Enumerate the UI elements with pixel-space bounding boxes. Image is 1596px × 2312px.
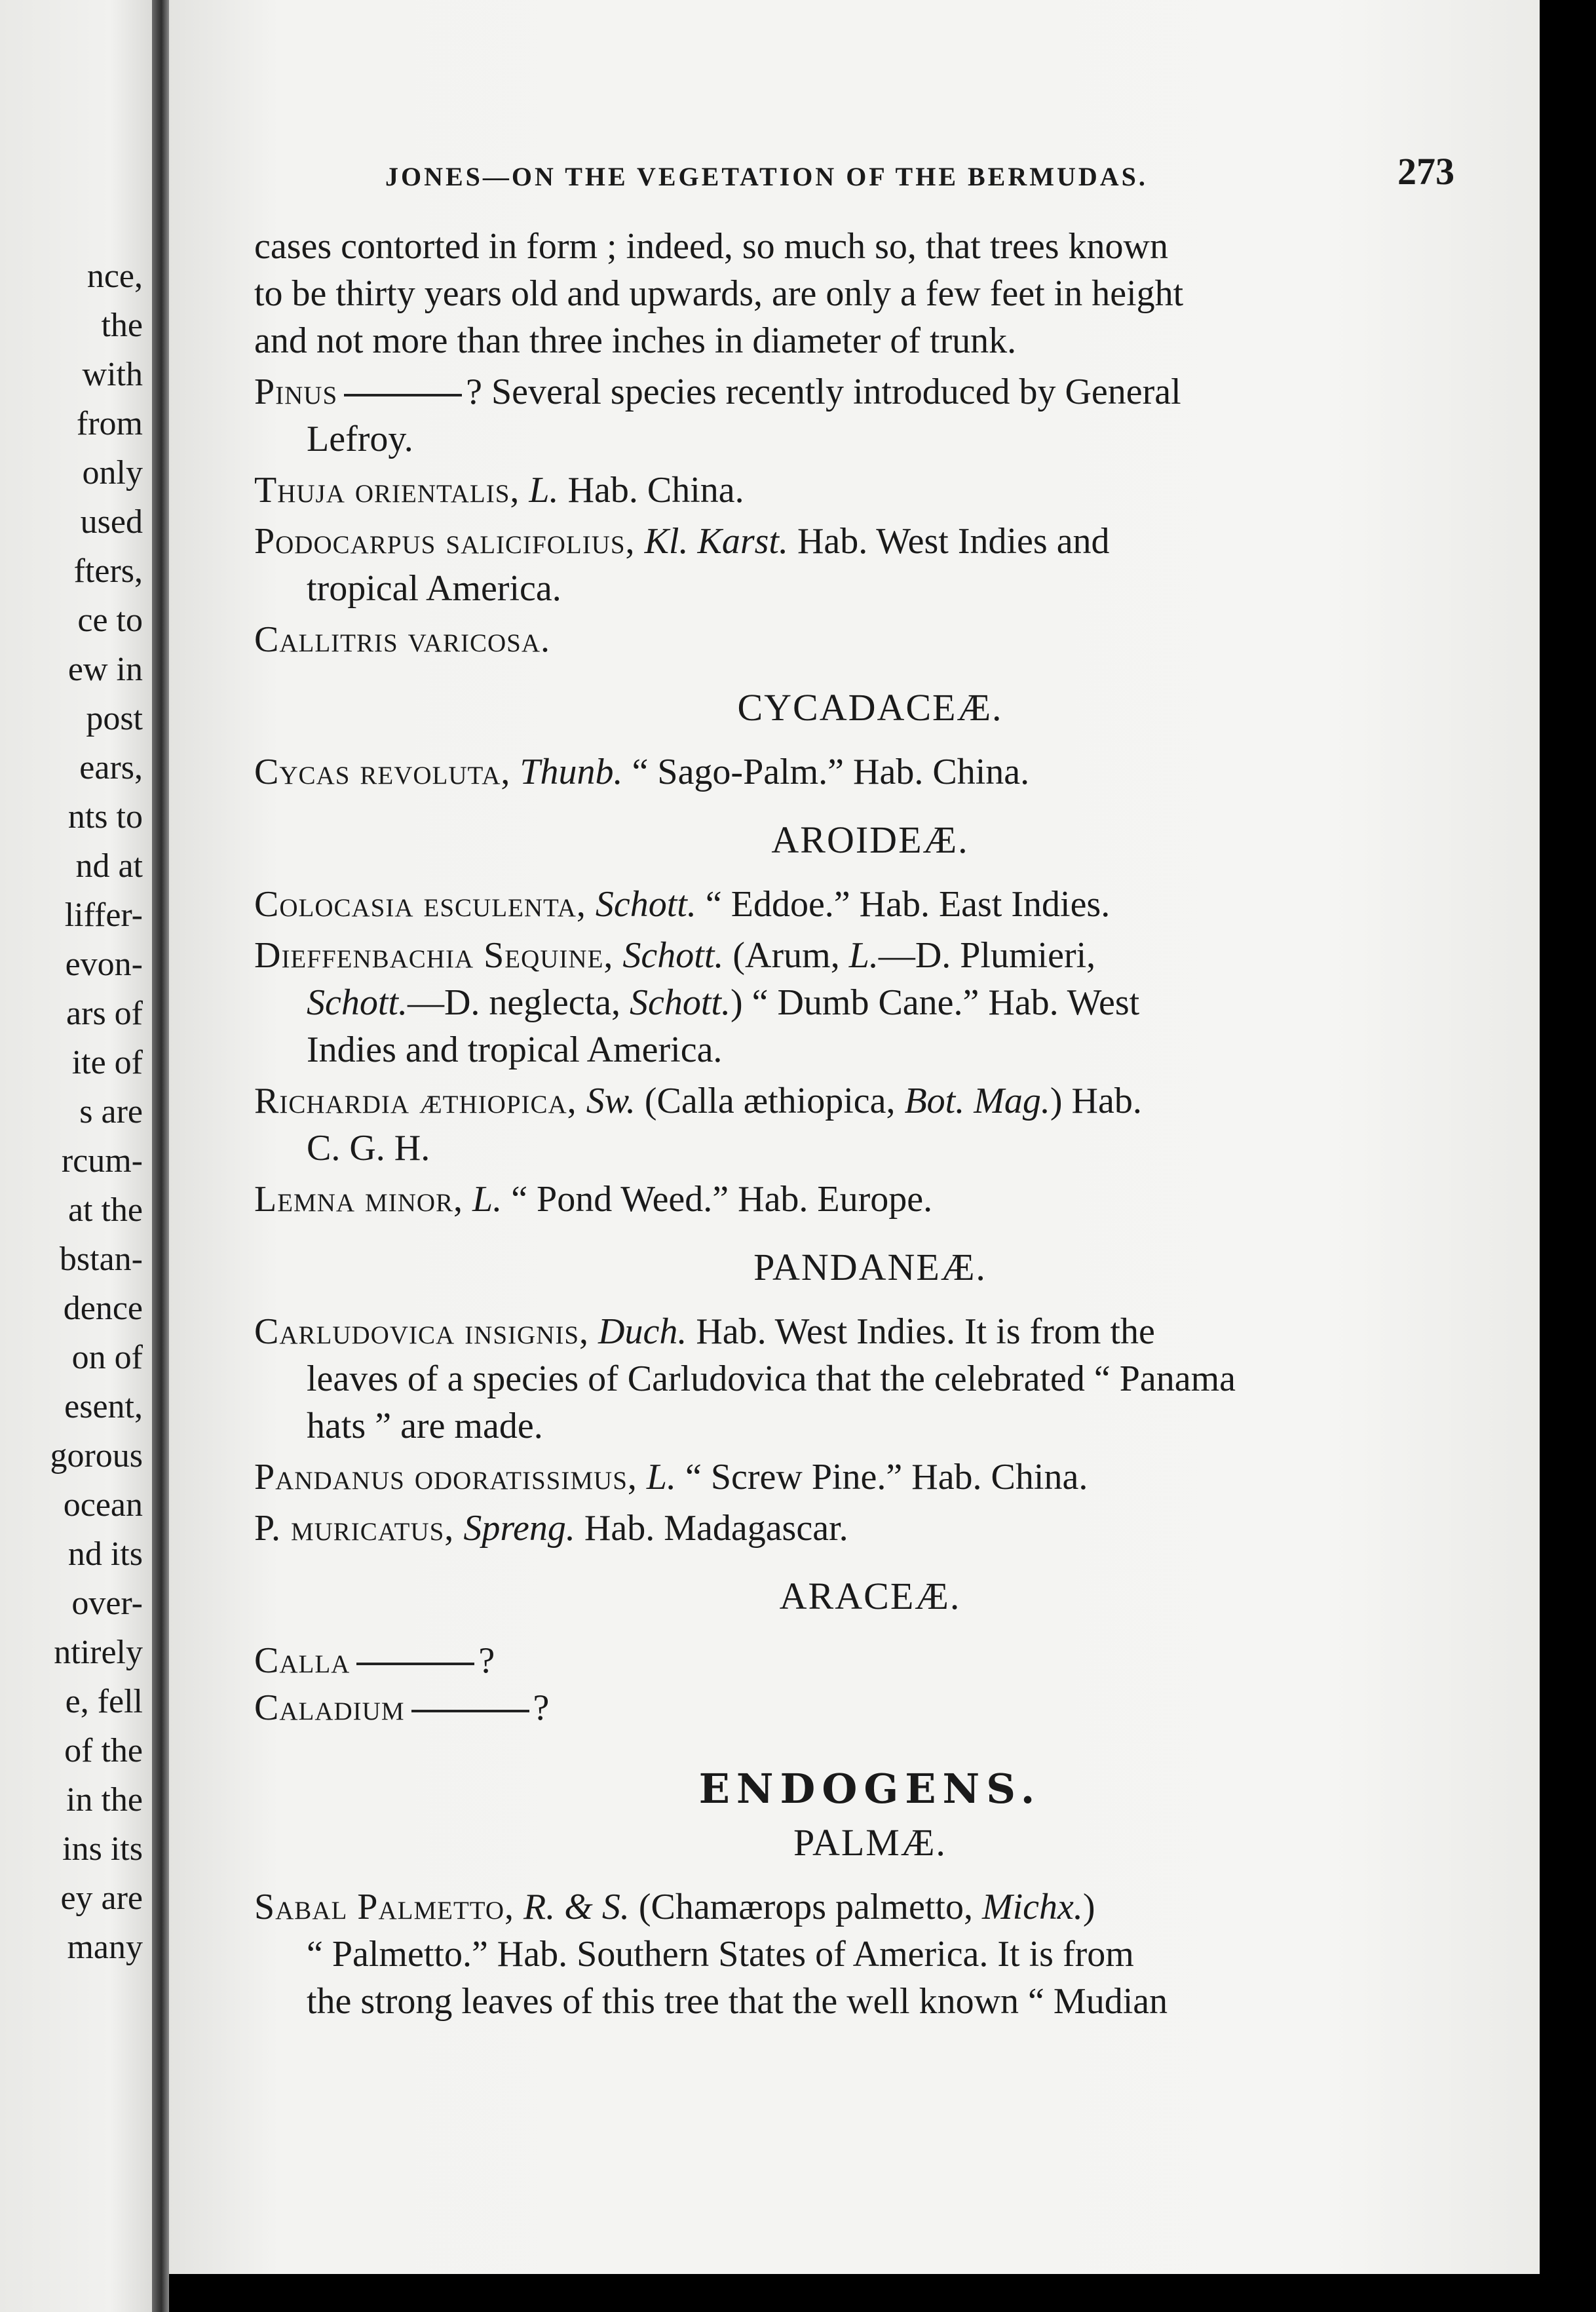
family-heading-aroideae: AROIDEÆ. <box>771 819 969 861</box>
authority: L. <box>529 470 559 511</box>
entry-cycas <box>254 748 1486 796</box>
left-page-fragment: esent, <box>64 1388 143 1425</box>
left-page-fragment: ocean <box>63 1486 143 1524</box>
left-page-fragment: nd its <box>67 1535 143 1573</box>
left-page-fragment: ey are <box>60 1879 143 1917</box>
left-page-fragment: at the <box>67 1191 143 1229</box>
entry-text: ) “ Dumb Cane.” Hab. West <box>730 982 1140 1023</box>
left-page-fragment: gorous <box>50 1437 143 1474</box>
entry-continuation: the strong leaves of this tree that the well known “ Mudian <box>307 1981 1168 2022</box>
authority: Schott. <box>307 982 408 1023</box>
left-page-fragment: liffer- <box>64 896 143 934</box>
species-name: P. muricatus, <box>254 1508 455 1549</box>
authority: Spreng. <box>463 1508 575 1549</box>
left-page-fragment: nts to <box>67 798 143 836</box>
family-heading-cycadaceae: CYCADACEÆ. <box>737 686 1003 729</box>
entry-pandanus <box>254 1454 1486 1501</box>
entry-continuation: tropical America. <box>307 568 561 609</box>
blank-rule <box>411 1710 529 1712</box>
entry-colocasia <box>254 881 1486 928</box>
left-page-fragment: in the <box>66 1781 143 1819</box>
species-name: Carludovica insignis, <box>254 1311 590 1352</box>
entry-caladium <box>254 1684 1486 1731</box>
entry-p-muricatus <box>254 1505 1486 1552</box>
species-name: Cycas revoluta, <box>254 752 511 792</box>
authority: Kl. Karst. <box>644 521 788 562</box>
left-page-fragment: ins its <box>62 1830 143 1868</box>
authority: Schott. <box>629 982 731 1023</box>
authority: L. <box>848 935 879 976</box>
authority: Bot. Mag. <box>904 1081 1050 1121</box>
entry-continuation: leaves of a species of Carludovica that the celebrated “ Panama <box>307 1358 1236 1399</box>
entry-text: “ Screw Pine.” Hab. China. <box>676 1457 1088 1497</box>
entry-carludovica <box>254 1308 1486 1450</box>
text-line: cases contorted in form ; indeed, so much so, that trees known <box>254 226 1168 267</box>
left-page-fragment: ce to <box>77 602 143 639</box>
entry-thuja <box>254 467 1486 514</box>
left-page <box>0 0 157 2312</box>
entry-callitris <box>254 616 1486 663</box>
authority: L. <box>472 1179 503 1220</box>
entry-continuation <box>254 979 1486 1026</box>
left-page-fragment: on of <box>71 1339 143 1376</box>
text-line: to be thirty years old and upwards, are only a few feet in height <box>254 273 1184 314</box>
page-number: 273 <box>1397 150 1454 193</box>
left-page-fragment: fters, <box>73 552 143 590</box>
left-page-fragment: only <box>82 454 143 491</box>
left-page-fragment: rcum- <box>61 1142 143 1180</box>
entry-text: —D. neglecta, <box>407 982 630 1023</box>
blank-rule <box>356 1663 474 1665</box>
book-gutter <box>152 0 169 2312</box>
entry-text: (Chamærops palmetto, <box>629 1887 982 1927</box>
page-bottom-shadow <box>169 2274 1540 2312</box>
entry-richardia <box>254 1077 1486 1172</box>
left-page-fragment: s are <box>79 1093 143 1130</box>
entry-text: Hab. Madagascar. <box>575 1508 848 1549</box>
page-header <box>385 149 1454 202</box>
authority: L. <box>646 1457 677 1497</box>
blank-rule <box>344 394 462 396</box>
entry-continuation: Lefroy. <box>307 419 413 459</box>
left-page-fragment: used <box>80 503 143 541</box>
page-edge-shadow <box>1540 0 1596 2312</box>
species-name: Calla <box>254 1640 351 1681</box>
entry-text: Hab. China. <box>558 470 744 511</box>
text-line: and not more than three inches in diameter of trunk. <box>254 320 1017 361</box>
entry-text: ? <box>478 1640 495 1681</box>
species-name: Sabal Palmetto, <box>254 1887 515 1927</box>
left-page-fragment: bstan- <box>59 1241 143 1278</box>
left-page-fragment: the <box>101 307 143 344</box>
family-heading-palmae: PALMÆ. <box>793 1821 947 1864</box>
left-page-fragment: ars of <box>66 995 143 1032</box>
left-page-fragment: e, fell <box>65 1683 143 1720</box>
left-page-fragment: nce, <box>86 258 143 295</box>
authority: Michx. <box>981 1887 1083 1927</box>
authority: Schott. <box>622 935 724 976</box>
species-name: Podocarpus salicifolius, <box>254 521 636 562</box>
left-page-fragment: ears, <box>79 749 143 786</box>
entry-text: ) Hab. <box>1050 1081 1142 1121</box>
authority: Sw. <box>586 1081 636 1121</box>
species-name: Pandanus odoratissimus, <box>254 1457 637 1497</box>
left-page-fragment: ite of <box>71 1044 143 1081</box>
page-body <box>254 223 1486 2029</box>
entry-text: (Arum, <box>723 935 849 976</box>
entry-text: “ Sago-Palm.” Hab. China. <box>622 752 1030 792</box>
entry-text: ) <box>1082 1887 1095 1927</box>
species-name: Thuja orientalis, <box>254 470 520 511</box>
class-heading-endogens: ENDOGENS. <box>698 1765 1042 1813</box>
species-name: Colocasia esculenta, <box>254 884 586 925</box>
left-page-fragment: dence <box>63 1290 143 1327</box>
left-page-fragment: with <box>82 356 143 393</box>
entry-continuation: Indies and tropical America. <box>307 1030 723 1070</box>
entry-text: “ Eddoe.” Hab. East Indies. <box>696 884 1111 925</box>
left-page-fragment: many <box>67 1929 143 1966</box>
entry-text: Hab. West Indies and <box>788 521 1110 562</box>
entry-text: “ Pond Weed.” Hab. Europe. <box>502 1179 933 1220</box>
running-head: JONES—ON THE VEGETATION OF THE BERMUDAS. <box>385 162 1148 191</box>
left-page-fragment: nd at <box>75 847 143 885</box>
family-heading-araceae: ARACEÆ. <box>779 1575 961 1617</box>
species-name: Caladium <box>254 1687 405 1728</box>
left-page-fragment: from <box>76 405 143 442</box>
authority: Thunb. <box>520 752 623 792</box>
entry-dieffenbachia <box>254 932 1486 1073</box>
entry-text: (Calla æthiopica, <box>635 1081 905 1121</box>
entry-calla <box>254 1637 1486 1684</box>
left-page-fragment: of the <box>64 1732 143 1769</box>
species-name: Pinus <box>254 372 338 412</box>
left-page-fragment: ntirely <box>54 1634 143 1671</box>
entry-continuation: C. G. H. <box>307 1128 430 1168</box>
left-page-fragment: post <box>86 700 143 737</box>
entry-continuation: “ Palmetto.” Hab. Southern States of America. It is from <box>307 1934 1134 1975</box>
species-name: Callitris varicosa. <box>254 619 550 660</box>
authority: Schott. <box>595 884 696 925</box>
entry-text: ? Several species recently introduced by General <box>466 372 1181 412</box>
intro-paragraph <box>254 223 1486 364</box>
species-name: Richardia æthiopica, <box>254 1081 577 1121</box>
species-name: Lemna minor, <box>254 1179 464 1220</box>
authority: Duch. <box>598 1311 687 1352</box>
entry-text: ? <box>533 1687 550 1728</box>
left-page-fragment: evon- <box>65 946 143 983</box>
family-heading-pandaneae: PANDANEÆ. <box>753 1246 987 1288</box>
entry-text: Hab. West Indies. It is from the <box>687 1311 1155 1352</box>
entry-continuation: hats ” are made. <box>307 1406 543 1446</box>
left-page-fragment: over- <box>71 1585 143 1622</box>
entry-lemna <box>254 1176 1486 1223</box>
book-page <box>169 0 1540 2274</box>
authority: R. & S. <box>523 1887 630 1927</box>
species-name: Dieffenbachia Sequine, <box>254 935 614 976</box>
entry-pinus <box>254 368 1486 463</box>
entry-text: —D. Plumieri, <box>878 935 1096 976</box>
entry-podocarpus <box>254 518 1486 612</box>
left-page-fragment: ew in <box>67 651 143 688</box>
entry-sabal <box>254 1883 1486 2025</box>
